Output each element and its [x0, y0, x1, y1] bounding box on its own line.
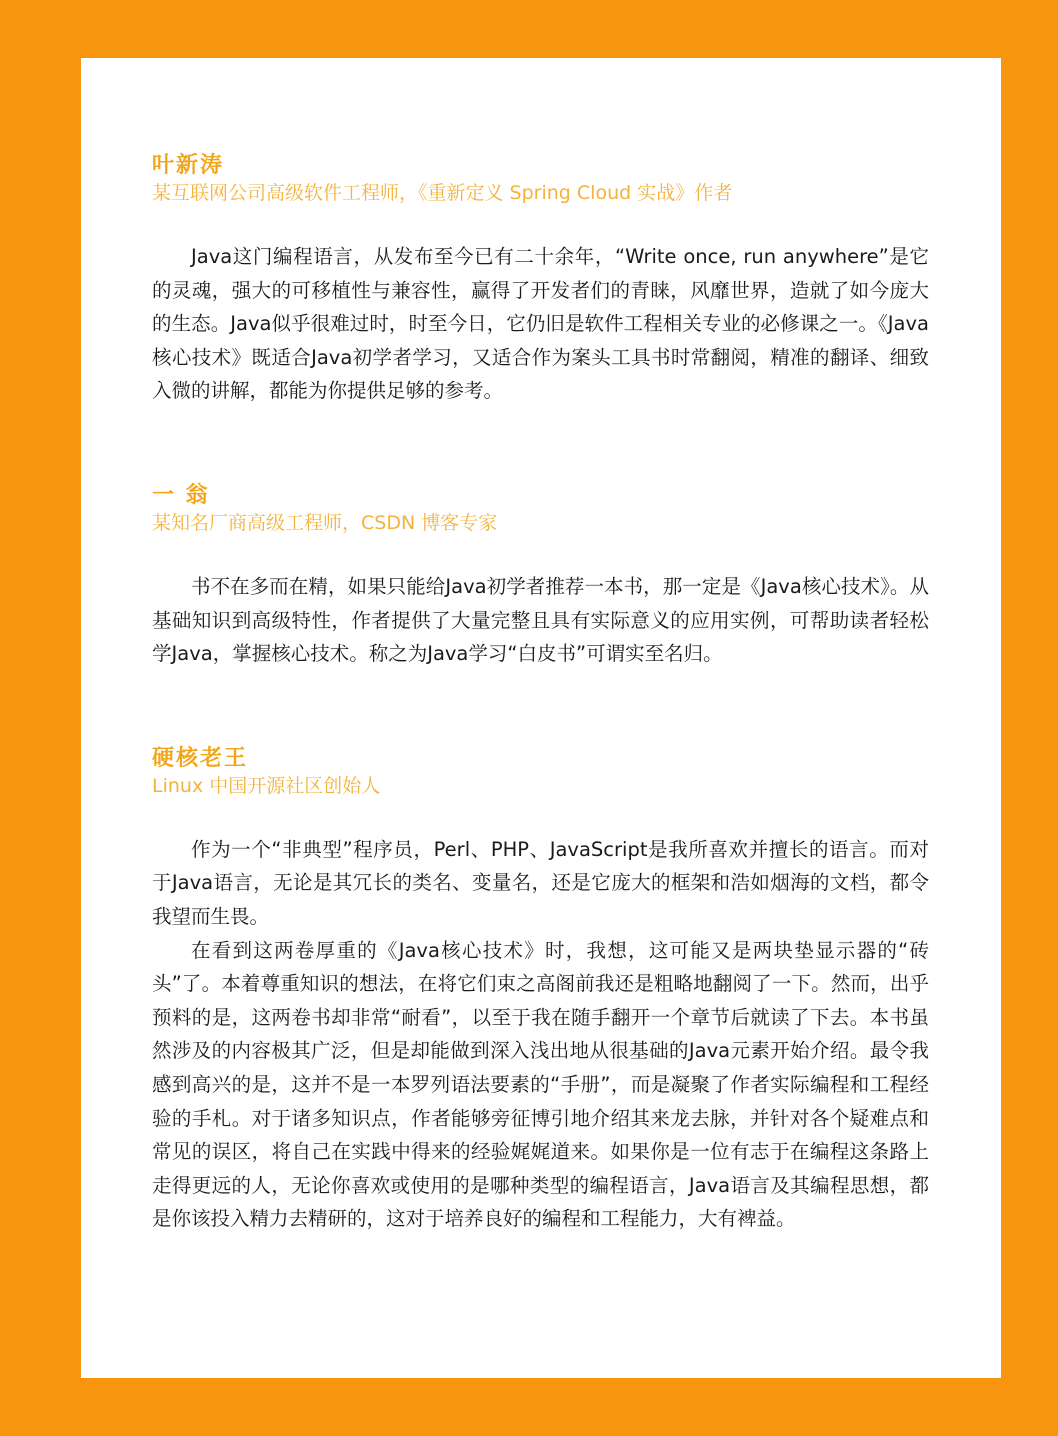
endorsement-page: [81, 58, 1001, 1378]
reviewer-title: 某知名厂商高级工程师，CSDN 博客专家: [152, 511, 498, 534]
review-paragraph: Java这门编程语言，从发布至今已有二十余年，“Write once, run anywhere”是它的灵魂，强大的可移植性与兼容性，赢得了开发者们的青睐，风靡世界，造就了如今庞大的生态。Java似乎很难过时，时至今日，它仍旧是软件工程相关专业的必修课之一。《Java核心技术》既适合Java初学者学习，又适合作为案头工具书时常翻阅，精准的翻译、细致入微的讲解，都能为你提供足够的参考。: [152, 245, 929, 403]
review-3: [152, 745, 929, 1236]
review-paragraph: 书不在多而在精，如果只能给Java初学者推荐一本书，那一定是《Java核心技术》。从基础知识到高级特性，作者提供了大量完整且具有实际意义的应用实例，可帮助读者轻松学Java，掌握核心技术。称之为Java学习“白皮书”可谓实至名归。: [152, 574, 929, 666]
reviewer-name: 一 翁: [152, 482, 210, 508]
reviewer-title: 某互联网公司高级软件工程师，《重新定义 Spring Cloud 实战》作者: [152, 182, 733, 204]
reviewer-name: 硬核老王: [152, 745, 249, 771]
review-paragraph: 作为一个“非典型”程序员，Perl、PHP、JavaScript是我所喜欢并擅长的语言。而对于Java语言，无论是其冗长的类名、变量名，还是它庞大的框架和浩如烟海的文档，都令我望而生畏。: [152, 837, 929, 928]
reviewer-name: 叶新涛: [152, 153, 225, 178]
review-paragraph: 在看到这两卷厚重的《Java核心技术》时，我想，这可能又是两块垫显示器的“砖头”了。本着尊重知识的想法，在将它们束之高阁前我还是粗略地翻阅了一下。然而，出乎预料的是，这两卷书却非常“耐看”，以至于我在随手翻开一个章节后就读了下去。本书虽然涉及的内容极其广泛，但是却能做到深入浅出地从很基础的Java元素开始介绍。最令我感到高兴的是，这并不是一本罗列语法要素的“手册”，而是凝聚了作者实际编程和工程经验的手札。对于诸多知识点，作者能够旁征博引地介绍其来龙去脉，并针对各个疑难点和常见的误区，将自己在实践中得来的经验娓娓道来。如果你是一位有志于在编程这条路上走得更远的人，无论你喜欢或使用的是哪种类型的编程语言，Java语言及其编程思想，都是你该投入精力去精研的，这对于培养良好的编程和工程能力，大有裨益。: [152, 938, 929, 1231]
review-2: [152, 482, 929, 671]
review-1: [152, 152, 929, 408]
reviewer-title: Linux 中国开源社区创始人: [152, 774, 381, 797]
